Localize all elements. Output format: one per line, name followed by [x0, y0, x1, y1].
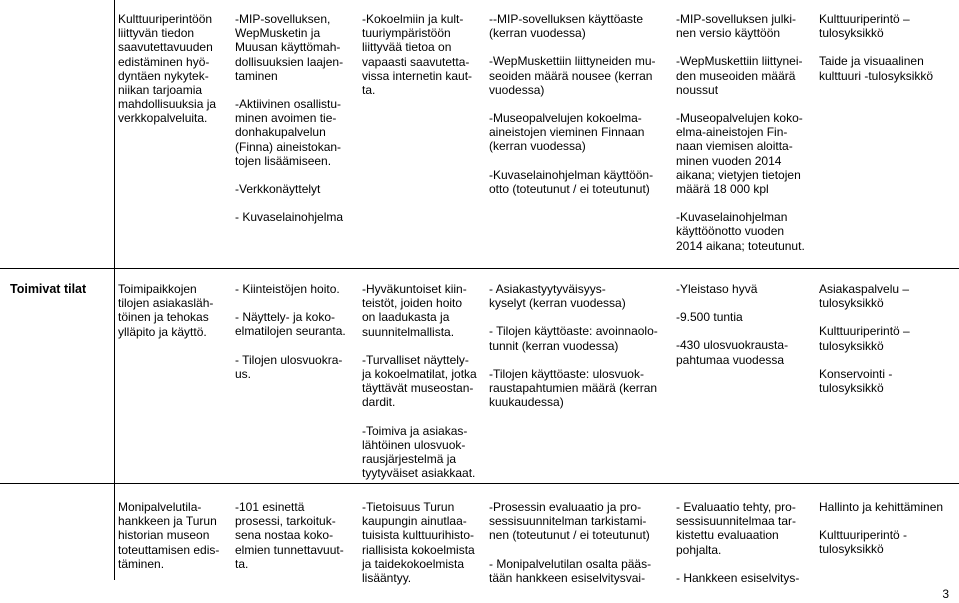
table-cell-indicator	[485, 500, 665, 585]
cell-paragraph: --MIP-sovelluksen käyttöaste (kerran vuodessa)	[489, 12, 644, 41]
cell-paragraph: -Prosessin evaluaatio ja pro- sessisuunnitelman tarkistami- nen (toteutunut / ei toteutunut)	[489, 500, 650, 543]
cell-paragraph: Hallinto ja kehittäminen	[819, 500, 944, 514]
row-header	[6, 282, 114, 296]
cell-paragraph: - Tilojen ulosvuokra- us.	[235, 352, 343, 381]
page-number: 3	[942, 587, 949, 601]
cell-paragraph: Taide ja visuaalinen kulttuuri -tulosyksikkö	[819, 54, 934, 83]
cell-paragraph: -430 ulosvuokrausta- pahtumaa vuodessa	[676, 338, 789, 367]
cell-paragraph: -WepMuskettiin liittyneiden mu- seoiden määrä nousee (kerran vuodessa)	[489, 54, 656, 97]
table-cell-outcome	[358, 12, 483, 97]
cell-paragraph: -Turvalliset näyttely- ja kokoelmatilat, jotka täyttävät museostan- dardit.	[362, 352, 477, 410]
cell-paragraph: -Kuvaselainohjelman käyttöönotto vuoden 2014 aikana; toteutunut.	[676, 210, 805, 253]
cell-paragraph: -Verkkonäyttelyt	[235, 182, 321, 197]
cell-paragraph: -WepMuskettiin liittynei- den museoiden määrä noussut	[676, 54, 803, 97]
table-cell-indicator	[485, 12, 665, 196]
cell-paragraph: -101 esinettä prosessi, tarkoituk- sena nostaa koko- elmien tunnettavuut- ta.	[235, 500, 344, 571]
row-divider	[0, 268, 959, 269]
cell-paragraph: Asiakaspalvelu – tulosyksikkö	[819, 282, 910, 311]
cell-paragraph: Kulttuuriperintö – tulosyksikkö	[819, 324, 910, 353]
table-cell-actions	[231, 282, 356, 381]
cell-paragraph: -MIP-sovelluksen julki- nen versio käyttöön	[676, 12, 797, 41]
table-cell-responsible	[815, 282, 959, 395]
table-cell-outcome	[358, 282, 483, 480]
cell-paragraph: Konservointi - tulosyksikkö	[819, 366, 893, 396]
cell-paragraph: -Aktiivinen osallistu- minen avoimen tie- donhakupalvelun (Finna) aineistokan- tojen lisäämiseen.	[235, 97, 342, 168]
table-cell-goal	[114, 282, 228, 339]
cell-paragraph: -Kuvaselainohjelman käyttöön- otto (toteutunut / ei toteutunut)	[489, 167, 654, 196]
table-cell-result	[672, 500, 812, 585]
cell-paragraph: Toimipaikkojen tilojen asiakasläh- töinen ja tehokas ylläpito ja käyttö.	[118, 282, 214, 339]
cell-paragraph: Kulttuuriperintö - tulosyksikkö	[819, 528, 908, 557]
table-cell-goal	[114, 12, 228, 126]
cell-paragraph: - Asiakastyytyväisyys- kyselyt (kerran vuodessa)	[489, 282, 626, 311]
cell-paragraph: -Hyväkuntoiset kiin- teistöt, joiden hoito on laadukasta ja suunnitelmallista.	[362, 282, 467, 339]
table-cell-goal	[114, 500, 228, 571]
table-cell-result	[672, 282, 812, 367]
cell-paragraph: -Kokoelmiin ja kult- tuuriympäristöön liittyvää tietoa on vapaasti saavutetta- vissa internetin kaut- ta.	[362, 12, 473, 98]
cell-paragraph: -Tilojen käyttöaste: ulosvuok- raustapahtumien määrä (kerran kuukaudessa)	[489, 366, 658, 410]
cell-paragraph: - Tilojen käyttöaste: avoinnaolo- tunnit (kerran vuodessa)	[489, 324, 658, 353]
cell-paragraph: -Museopalvelujen koko- elma-aineistojen Fin- naan viemisen aloitta- minen vuoden 2014 aikana; vietyjen tietojen määrä 18 000 kpl	[676, 111, 803, 197]
cell-paragraph: -9.500 tuntia	[676, 310, 743, 325]
cell-paragraph: - Evaluaatio tehty, pro- sessisuunnitelmaa tar- kistettu evaluaation pohjalta.	[676, 500, 797, 557]
cell-paragraph: Kulttuuriperintö – tulosyksikkö	[819, 12, 910, 41]
row-header-text: Toimivat tilat	[10, 282, 87, 296]
cell-paragraph: Monipalvelutila- hankkeen ja Turun historian museon toteuttamisen edis- täminen.	[118, 500, 220, 571]
table-cell-responsible	[815, 500, 959, 557]
cell-paragraph: - Kiinteistöjen hoito.	[235, 282, 340, 296]
table-cell-indicator	[485, 282, 665, 409]
cell-paragraph: - Hankkeen esiselvitys-	[676, 570, 800, 585]
cell-paragraph: -MIP-sovelluksen, WepMusketin ja Muusan käyttömah- dollisuuksien laajen- taminen	[235, 12, 344, 83]
cell-paragraph: -Toimiva ja asiakas- lähtöinen ulosvuok- rausjärjestelmä ja tyytyväiset asiakkaat.	[362, 423, 476, 481]
row-divider	[0, 483, 959, 484]
cell-paragraph: - Monipalvelutilan osalta pääs- tään hankkeen esiselvitysvai-	[489, 556, 652, 585]
table-cell-actions	[231, 12, 356, 224]
table-cell-actions	[231, 500, 356, 571]
table-cell-result	[672, 12, 812, 253]
cell-paragraph: Kulttuuriperintöön liittyvän tiedon saavutettavuuden edistäminen hyö- dyntäen nykytek- niikan tarjoamia mahdollisuuksia ja verkkopalveluita.	[118, 12, 217, 126]
cell-paragraph: - Näyttely- ja koko- elmatilojen seuranta.	[235, 310, 346, 339]
table-cell-outcome	[358, 500, 483, 585]
cell-paragraph: -Yleistaso hyvä	[676, 282, 758, 296]
cell-paragraph: -Tietoisuus Turun kaupungin ainutlaa- tuisista kulttuurihisto- riallisista kokoelmista ja taidekokoelmista lisääntyy.	[362, 500, 475, 586]
cell-paragraph: - Kuvaselainohjelma	[235, 210, 344, 225]
table-cell-responsible	[815, 12, 959, 83]
cell-paragraph: -Museopalvelujen kokoelma- aineistojen vieminen Finnaan (kerran vuodessa)	[489, 111, 645, 154]
